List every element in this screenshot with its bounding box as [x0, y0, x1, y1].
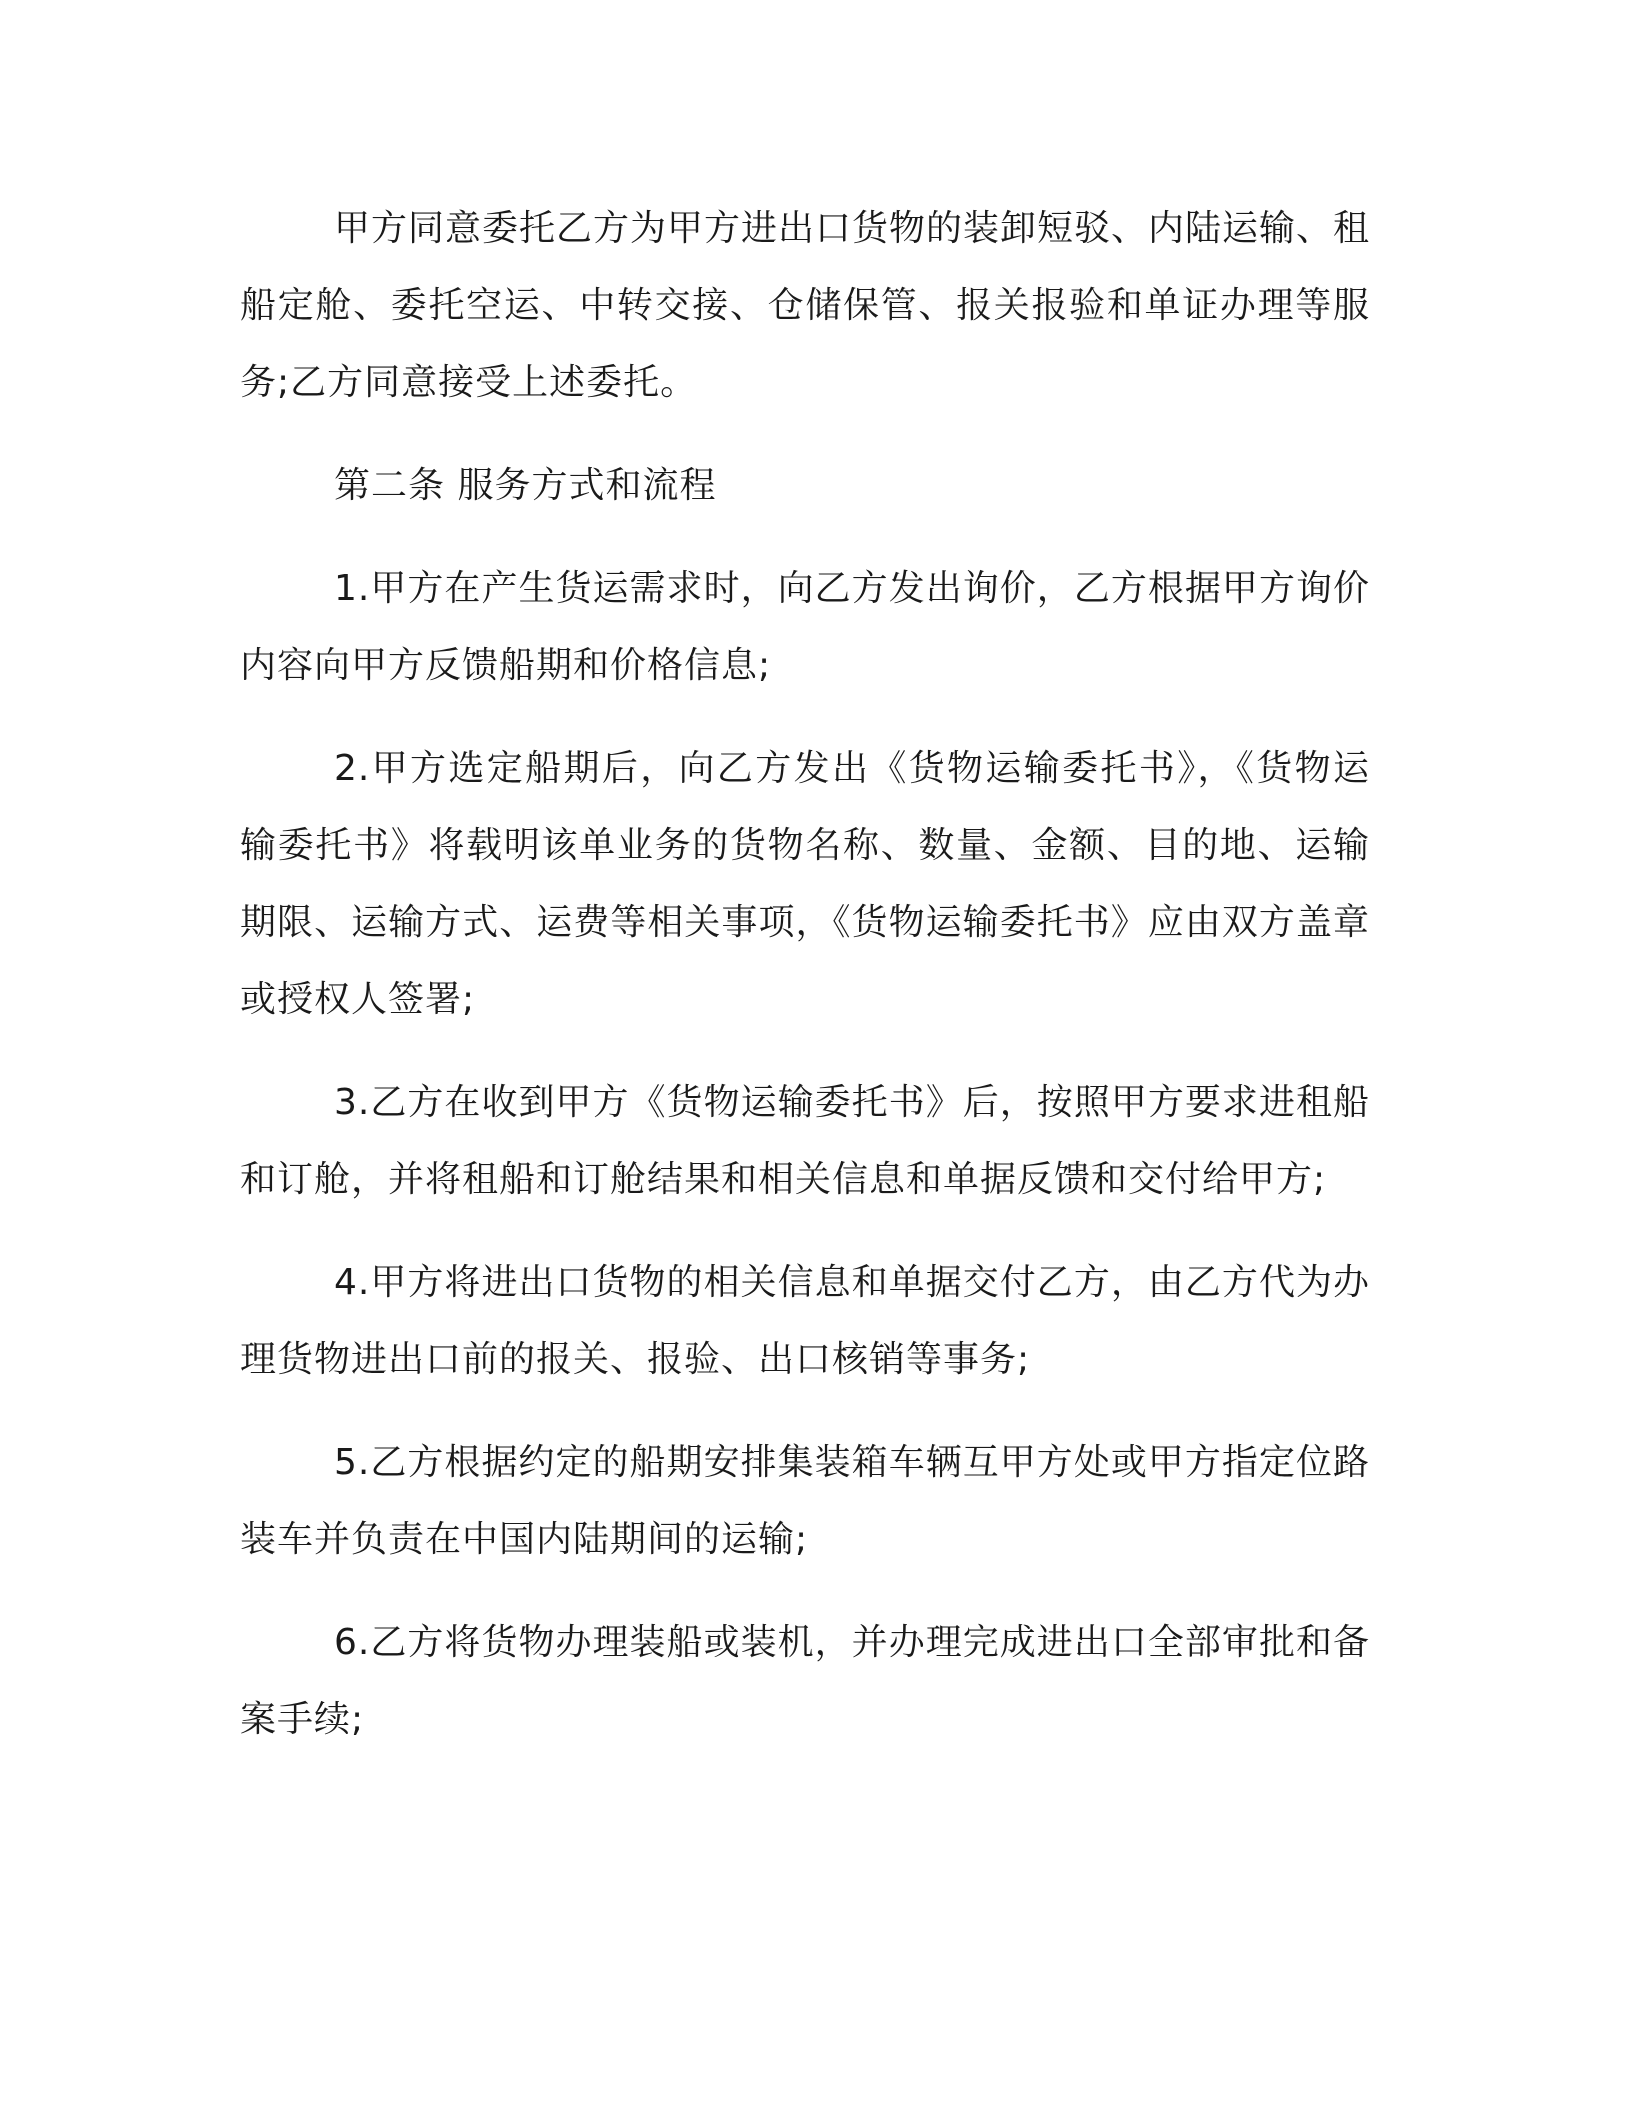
list-item: 5.乙方根据约定的船期安排集装箱车辆互甲方处或甲方指定位路装车并负责在中国内陆期间的运输; [240, 1442, 1370, 1560]
section-heading: 第二条 服务方式和流程 [334, 465, 717, 506]
list-item: 1.甲方在产生货运需求时，向乙方发出询价，乙方根据甲方询价内容向甲方反馈船期和价格信息; [240, 568, 1370, 686]
intro-paragraph: 甲方同意委托乙方为甲方进出口货物的装卸短驳、内陆运输、租船定舱、委托空运、中转交接、仓储保管、报关报验和单证办理等服务;乙方同意接受上述委托。 [240, 208, 1371, 403]
list-item: 6.乙方将货物办理装船或装机，并办理完成进出口全部审批和备案手续; [240, 1622, 1370, 1740]
list-item: 2.甲方选定船期后，向乙方发出《货物运输委托书》，《货物运输委托书》将载明该单业务的货物名称、数量、金额、目的地、运输期限、运输方式、运费等相关事项，《货物运输委托书》应由双方盖章或授权人签署; [240, 748, 1370, 1020]
list-item: 4.甲方将进出口货物的相关信息和单据交付乙方，由乙方代为办理货物进出口前的报关、报验、出口核销等事务; [240, 1262, 1370, 1380]
list-item: 3.乙方在收到甲方《货物运输委托书》后，按照甲方要求进租船和订舱，并将租船和订舱结果和相关信息和单据反馈和交付给甲方; [240, 1082, 1370, 1200]
document-body [240, 190, 1370, 1784]
